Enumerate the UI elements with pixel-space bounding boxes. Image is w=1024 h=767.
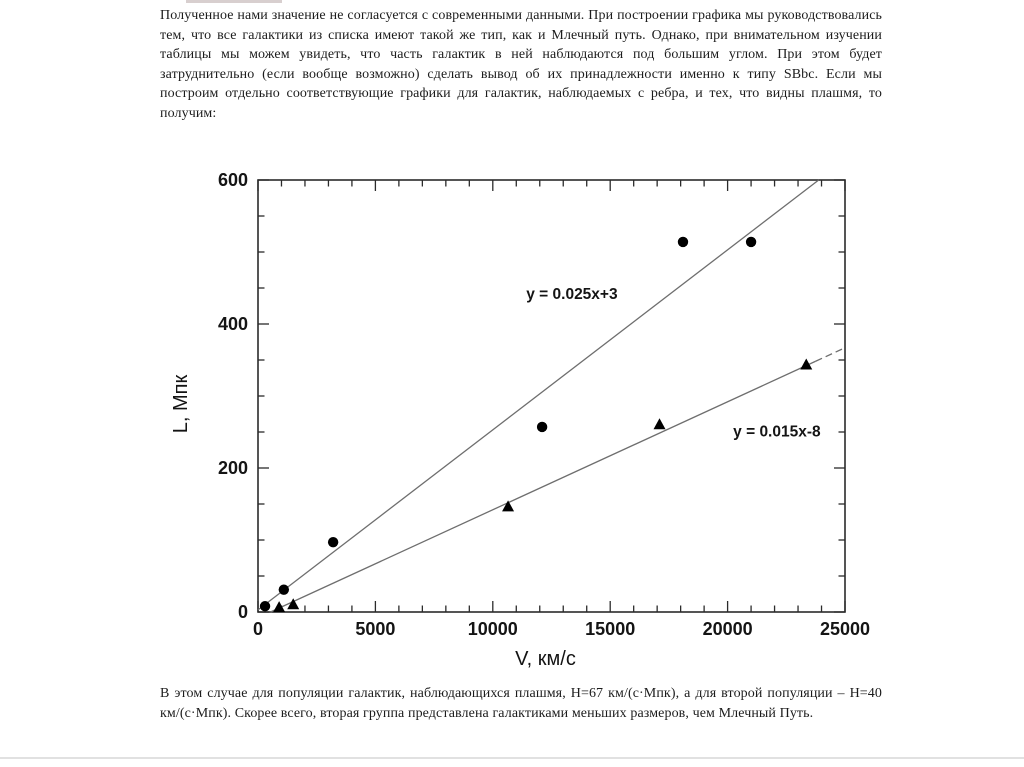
figure-container: [160, 160, 880, 690]
data-point-triangle: [654, 418, 666, 429]
y-tick-label: 600: [217, 170, 248, 190]
plot-frame: [258, 180, 845, 612]
trendline: [258, 180, 819, 610]
x-tick-label: 25000: [819, 619, 871, 639]
x-tick-label: 0: [252, 619, 264, 639]
data-point-circle: [260, 601, 270, 611]
y-axis-title: L, Мпк: [170, 374, 192, 434]
conclusion-paragraph: В этом случае для популяции галактик, наблюдающихся плашмя, H=67 км/(с·Мпк), а для второй популяции – H=40 км/(с·Мпк). Скорее всего, вторая группа представлена галактиками меньших размеров, чем Млечный Путь.: [160, 686, 882, 721]
data-point-circle: [279, 584, 289, 594]
y-tick-label: 0: [237, 602, 248, 622]
data-point-circle: [678, 237, 688, 247]
slide-bottom-border: [0, 757, 1024, 759]
trendline-dashed-tail: [816, 348, 845, 362]
equation-label: y = 0.025x+3: [526, 285, 618, 303]
x-tick-label: 15000: [585, 619, 636, 639]
equation-label: y = 0.015x-8: [733, 423, 821, 441]
data-point-circle: [537, 422, 547, 432]
data-point-circle: [328, 537, 338, 547]
x-axis-title: V, км/с: [515, 648, 576, 670]
data-point-triangle: [502, 500, 514, 511]
scatter-chart: [160, 160, 880, 690]
x-tick-label: 20000: [702, 619, 753, 639]
data-point-circle: [746, 237, 756, 247]
y-tick-label: 400: [217, 314, 248, 334]
intro-paragraph: Полученное нами значение не согласуется с современными данными. При построении графика мы руководствовались тем, что все галактики из списка имеют такой же тип, как и Млечный путь. Однако, при внимательном изучении таблицы мы можем увидеть, что часть галактик в ней наблюдаются под большим углом. При этом будет затруднительно (если вообще возможно) сделать вывод об их принадлежности именно к типу SBbc. Если мы построим отдельно соответствующие графики для галактик, наблюдаемых с ребра, и тех, что видны плашмя, то получим:: [160, 8, 882, 121]
y-tick-label: 200: [217, 458, 248, 478]
top-edge-smudge: [186, 0, 282, 3]
x-tick-label: 5000: [355, 619, 396, 639]
x-tick-label: 10000: [467, 619, 518, 639]
trendline: [271, 361, 816, 612]
